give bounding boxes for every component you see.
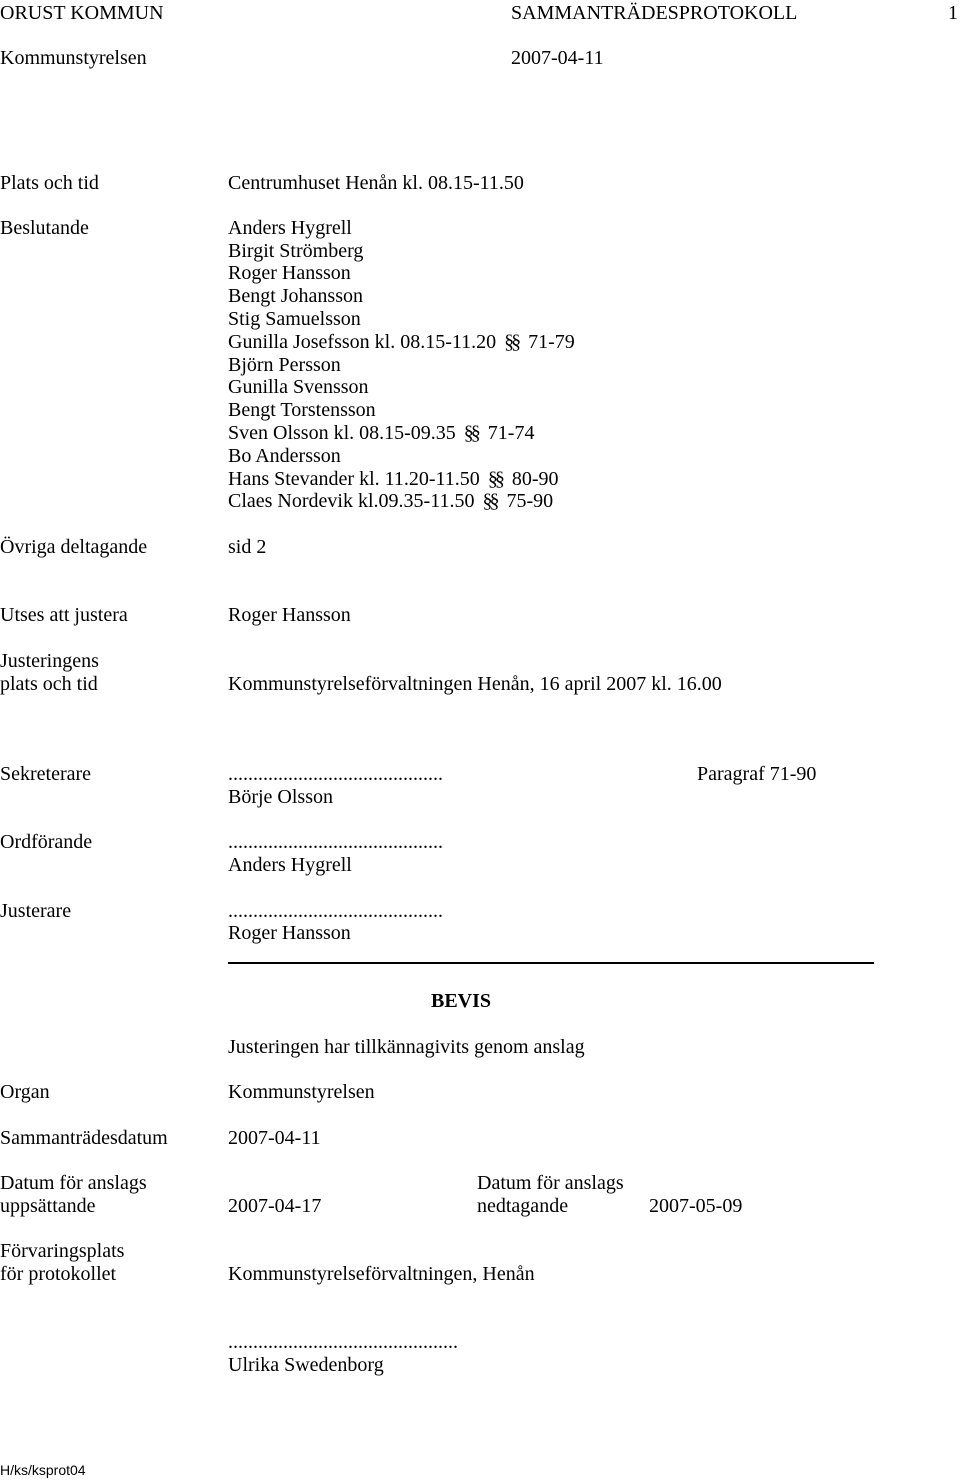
chair-name: Anders Hygrell (228, 854, 352, 876)
certificate-statement: Justeringen har tillkännagivits genom anslag (228, 1036, 585, 1058)
municipality-name: ORUST KOMMUN (0, 2, 164, 24)
deciding-member (228, 490, 553, 513)
chair-signature-line: ........................................... (228, 831, 443, 853)
adjuster-signature-line: ........................................... (228, 900, 443, 922)
removal-label-line-2: nedtagande (477, 1195, 569, 1217)
deciding-member: Anders Hygrell (228, 217, 352, 239)
adjuster-value: Roger Hansson (228, 604, 351, 626)
adjust-value: Kommunstyrelseförvaltningen Henån, 16 april 2007 kl. 16.00 (228, 673, 722, 695)
page-number: 1 (948, 2, 958, 24)
posting-label-line-1: Datum för anslags (0, 1172, 147, 1194)
member-paragraphs: 71-79 (528, 331, 575, 353)
place-value: Centrumhuset Henån kl. 08.15-11.50 (228, 172, 524, 194)
member-paragraphs: 75-90 (506, 490, 554, 512)
member-paragraphs: 80-90 (511, 468, 559, 490)
document-type: SAMMANTRÄDESPROTOKOLL (511, 2, 798, 24)
certificate-title: BEVIS (431, 990, 492, 1012)
deciding-label: Beslutande (0, 217, 89, 239)
member-name: Claes Nordevik kl.09.35-11.50 (228, 490, 475, 512)
removal-label-line-1: Datum för anslags (477, 1172, 624, 1194)
adjust-label-line-1: Justeringens (0, 650, 99, 672)
posting-date: 2007-04-17 (228, 1195, 322, 1217)
adjuster-name: Roger Hansson (228, 922, 351, 944)
organ-value: Kommunstyrelsen (228, 1081, 375, 1103)
deciding-member (228, 468, 558, 491)
secretary-signature-line: ........................................... (228, 763, 443, 785)
footer-code: H/ks/ksprot04 (0, 1462, 86, 1478)
deciding-member: Gunilla Svensson (228, 376, 369, 398)
others-value: sid 2 (228, 536, 267, 558)
signer-signature-line: .............................................. (228, 1331, 458, 1353)
secretary-label: Sekreterare (0, 763, 92, 785)
storage-label-line-2: för protokollet (0, 1263, 117, 1285)
deciding-member: Bengt Johansson (228, 285, 363, 307)
deciding-member: Björn Persson (228, 354, 341, 376)
adjuster-signature-label: Justerare (0, 900, 72, 922)
deciding-member: Bengt Torstensson (228, 399, 376, 421)
deciding-member (228, 422, 534, 445)
removal-date: 2007-05-09 (649, 1195, 743, 1217)
deciding-member: Stig Samuelsson (228, 308, 361, 330)
paragraph-sign: §§ (463, 422, 478, 444)
paragraph-range: Paragraf 71-90 (697, 763, 817, 785)
member-name: Sven Olsson kl. 08.15-09.35 (228, 422, 456, 444)
posting-label-line-2: uppsättande (0, 1195, 96, 1217)
deciding-member (228, 331, 575, 354)
paragraph-sign: §§ (487, 468, 502, 490)
paragraph-sign: §§ (504, 331, 519, 353)
storage-value: Kommunstyrelseförvaltningen, Henån (228, 1263, 535, 1285)
member-name: Gunilla Josefsson kl. 08.15-11.20 (228, 331, 497, 353)
deciding-member: Roger Hansson (228, 262, 351, 284)
adjust-label-line-2: plats och tid (0, 673, 98, 695)
member-name: Hans Stevander kl. 11.20-11.50 (228, 468, 480, 490)
committee-name: Kommunstyrelsen (0, 47, 147, 69)
signer-name: Ulrika Swedenborg (228, 1354, 384, 1376)
deciding-member: Bo Andersson (228, 445, 341, 467)
meeting-date: 2007-04-11 (511, 47, 604, 69)
secretary-name: Börje Olsson (228, 786, 333, 808)
others-label: Övriga deltagande (0, 536, 148, 558)
section-divider (228, 962, 874, 964)
place-label: Plats och tid (0, 172, 99, 194)
member-paragraphs: 71-74 (487, 422, 535, 444)
organ-label: Organ (0, 1081, 50, 1103)
storage-label-line-1: Förvaringsplats (0, 1240, 125, 1262)
paragraph-sign: §§ (482, 490, 497, 512)
chair-label: Ordförande (0, 831, 93, 853)
meeting-date-label: Sammanträdesdatum (0, 1127, 168, 1149)
adjuster-label: Utses att justera (0, 604, 128, 626)
meeting-date-value: 2007-04-11 (228, 1127, 321, 1149)
deciding-member: Birgit Strömberg (228, 240, 364, 262)
